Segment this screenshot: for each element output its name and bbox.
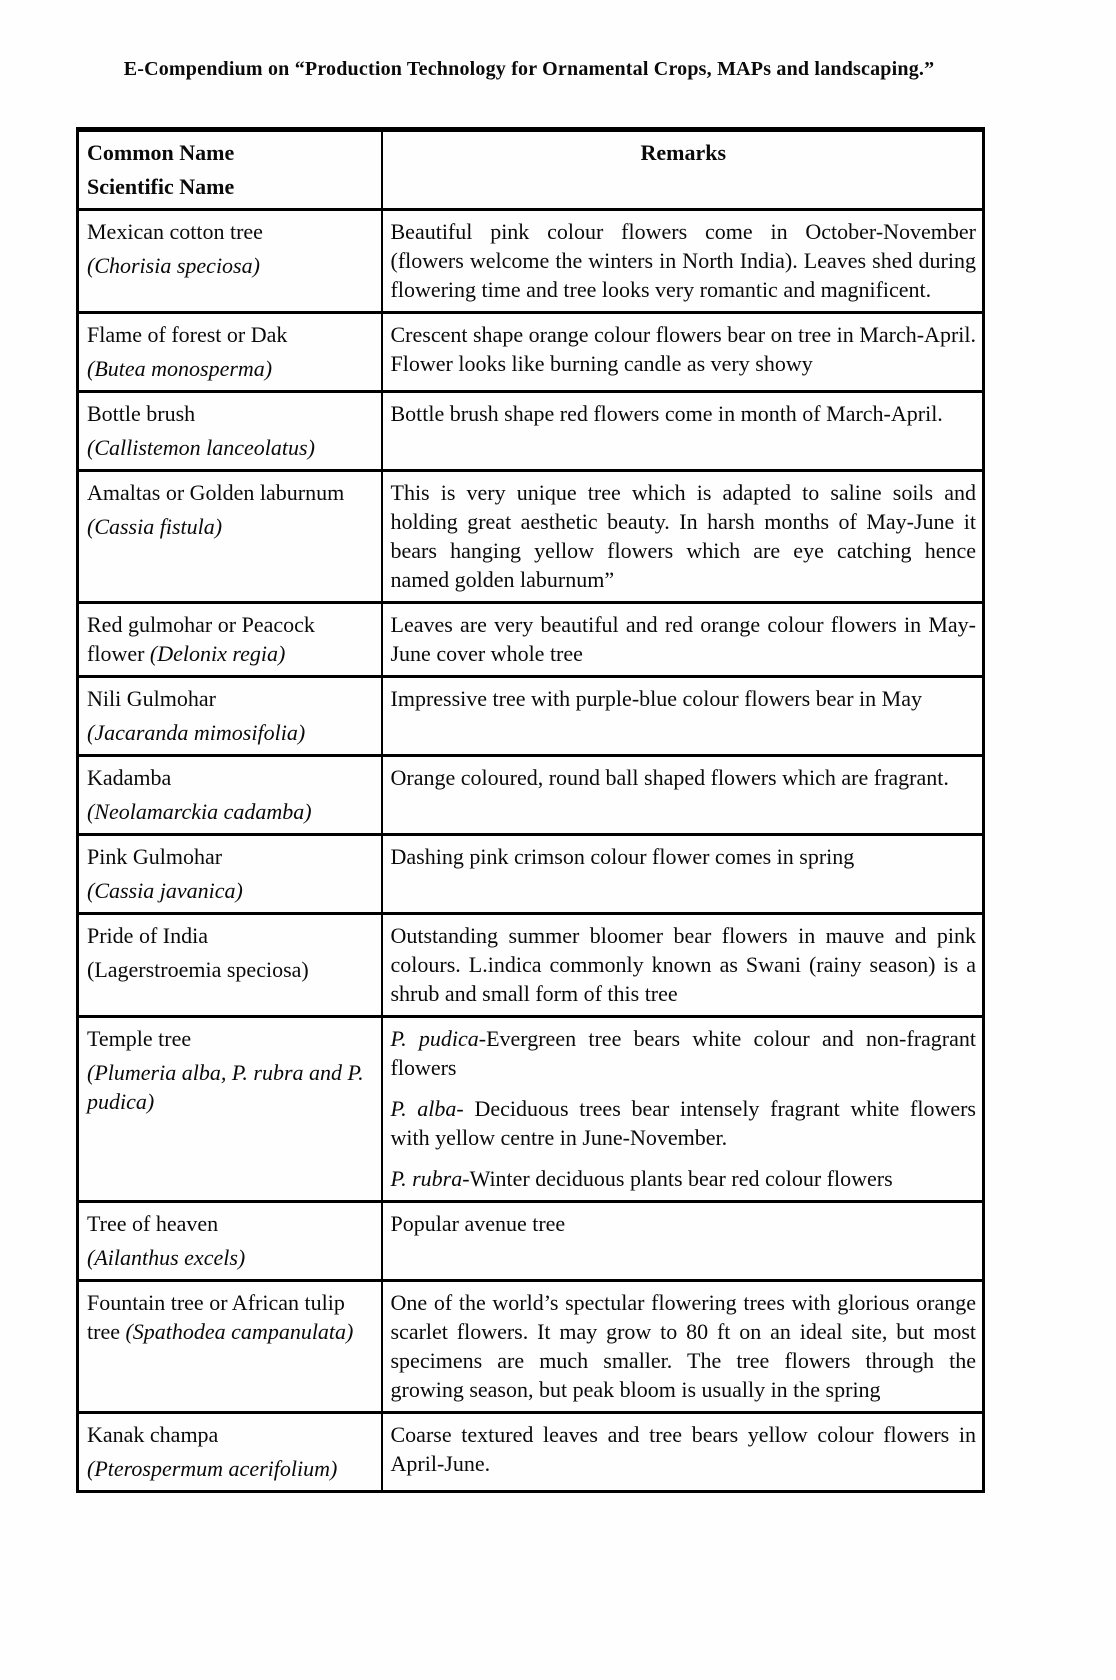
- remarks-cell: [382, 603, 984, 677]
- common-name-cell: [78, 313, 382, 392]
- scientific-name: (Chorisia speciosa): [87, 253, 260, 278]
- remarks-text: Winter deciduous plants bear red colour flowers: [469, 1166, 893, 1191]
- table-header-row: [78, 130, 984, 210]
- common-name: Amaltas or Golden laburnum: [87, 480, 345, 505]
- common-name: Pink Gulmohar: [87, 844, 223, 869]
- remarks-cell: [382, 756, 984, 835]
- remarks-text: Beautiful pink colour flowers come in October-November (flowers welcome the winters in North India). Leaves shed during flowering time and tree looks very romantic and magnificent.: [390, 219, 976, 302]
- remarks-text: This is very unique tree which is adapted to saline soils and holding great aesthetic beauty. In harsh months of May-June it bears hanging yellow flowers which are eye catching hence named golden laburnum”: [390, 480, 976, 592]
- remarks-text: Bottle brush shape red flowers come in month of March-April.: [390, 401, 943, 426]
- scientific-name: (Delonix regia): [149, 641, 286, 666]
- common-name-cell: [78, 1413, 382, 1492]
- table-row: [78, 603, 984, 677]
- common-name: Bottle brush: [87, 401, 196, 426]
- common-name: Fountain tree or African tulip tree: [87, 1290, 345, 1344]
- scientific-name: (Plumeria alba, P. rubra and P. pudica): [87, 1060, 364, 1114]
- common-name: Tree of heaven: [87, 1211, 219, 1236]
- remarks-text: One of the world’s spectular flowering trees with glorious orange scarlet flowers. It may grow to 80 ft on an ideal site, but most specimens are much smaller. The tree flowers through the growing season, but peak bloom is usually in the spring: [390, 1290, 976, 1402]
- scientific-name: (Neolamarckia cadamba): [87, 799, 312, 824]
- remarks-cell: [382, 677, 984, 756]
- remarks-cell: [382, 1413, 984, 1492]
- remarks-cell: [382, 835, 984, 914]
- column-header-scientific-name: Scientific Name: [87, 174, 235, 199]
- remarks-cell: [382, 392, 984, 471]
- table-row: [78, 1202, 984, 1281]
- common-name: Pride of India: [87, 923, 208, 948]
- common-name: Flame of forest or Dak: [87, 322, 288, 347]
- remarks-text: Dashing pink crimson colour flower comes in spring: [390, 844, 855, 869]
- common-name-cell: [78, 1281, 382, 1413]
- common-name: Red gulmohar or Peacock flower: [87, 612, 315, 666]
- table-row: [78, 914, 984, 1017]
- scientific-name: (Pterospermum acerifolium): [87, 1456, 338, 1481]
- table-row: [78, 677, 984, 756]
- common-name-cell: [78, 392, 382, 471]
- scientific-name: (Cassia fistula): [87, 514, 223, 539]
- remarks-text: Outstanding summer bloomer bear flowers in mauve and pink colours. L.indica commonly known as Swani (rainy season) is a shrub and small form of this tree: [390, 923, 976, 1006]
- remarks-text: Evergreen tree bears white colour and non-fragrant flowers: [390, 1026, 976, 1080]
- common-name-with-scientific: [87, 1288, 375, 1346]
- common-name-cell: [78, 210, 382, 313]
- species-lead: P. alba-: [390, 1096, 464, 1121]
- scientific-name: (Jacaranda mimosifolia): [87, 720, 306, 745]
- scientific-name: (Cassia javanica): [87, 878, 243, 903]
- remarks-paragraph: [391, 1094, 977, 1152]
- common-name: Temple tree: [87, 1026, 192, 1051]
- remarks-text: Popular avenue tree: [390, 1211, 566, 1236]
- table-row: [78, 835, 984, 914]
- common-name-cell: [78, 1202, 382, 1281]
- species-lead: P. pudica-: [390, 1026, 487, 1051]
- scientific-name: (Spathodea campanulata): [125, 1319, 354, 1344]
- scientific-name: (Lagerstroemia speciosa): [87, 957, 309, 982]
- remarks-cell: [382, 313, 984, 392]
- common-name: Kanak champa: [87, 1422, 219, 1447]
- column-header-common-name: Common Name: [87, 140, 235, 165]
- common-name-cell: [78, 914, 382, 1017]
- table-row: [78, 210, 984, 313]
- remarks-text: Impressive tree with purple-blue colour flowers bear in May: [390, 686, 922, 711]
- common-name: Nili Gulmohar: [87, 686, 216, 711]
- scientific-name: (Butea monosperma): [87, 356, 273, 381]
- species-lead: P. rubra-: [390, 1166, 470, 1191]
- common-name-cell: [78, 471, 382, 603]
- remarks-text: Orange coloured, round ball shaped flowers which are fragrant.: [390, 765, 949, 790]
- column-header-remarks: Remarks: [382, 130, 984, 210]
- table-row: [78, 1017, 984, 1202]
- scientific-name: (Ailanthus excels): [87, 1245, 246, 1270]
- common-name-cell: [78, 1017, 382, 1202]
- scientific-name: (Callistemon lanceolatus): [87, 435, 315, 460]
- remarks-cell: [382, 1017, 984, 1202]
- remarks-text: Leaves are very beautiful and red orange colour flowers in May-June cover whole tree: [390, 612, 976, 666]
- common-name: Mexican cotton tree: [87, 219, 263, 244]
- remarks-cell: [382, 1202, 984, 1281]
- table-row: [78, 313, 984, 392]
- common-name-with-scientific: [87, 610, 375, 668]
- remarks-cell: [382, 471, 984, 603]
- table-row: [78, 1281, 984, 1413]
- remarks-cell: [382, 210, 984, 313]
- common-name-cell: [78, 603, 382, 677]
- remarks-text: Deciduous trees bear intensely fragrant white flowers with yellow centre in June-November.: [390, 1096, 976, 1150]
- page-header-title: E-Compendium on “Production Technology for Ornamental Crops, MAPs and landscaping.”: [123, 58, 935, 80]
- remarks-cell: [382, 1281, 984, 1413]
- remarks-paragraph: [391, 1024, 977, 1082]
- common-name: Kadamba: [87, 765, 172, 790]
- header-cell-names: [78, 130, 382, 210]
- table-row: [78, 471, 984, 603]
- common-name-cell: [78, 756, 382, 835]
- table-row: [78, 756, 984, 835]
- remarks-text: Coarse textured leaves and tree bears yellow colour flowers in April-June.: [390, 1422, 976, 1476]
- table-row: [78, 392, 984, 471]
- common-name-cell: [78, 835, 382, 914]
- remarks-text: Crescent shape orange colour flowers bear on tree in March-April. Flower looks like burning candle as very showy: [390, 322, 976, 376]
- table-row: [78, 1413, 984, 1492]
- ornamental-trees-table: [76, 127, 985, 1493]
- remarks-paragraph: [391, 1164, 977, 1193]
- common-name-cell: [78, 677, 382, 756]
- remarks-cell: [382, 914, 984, 1017]
